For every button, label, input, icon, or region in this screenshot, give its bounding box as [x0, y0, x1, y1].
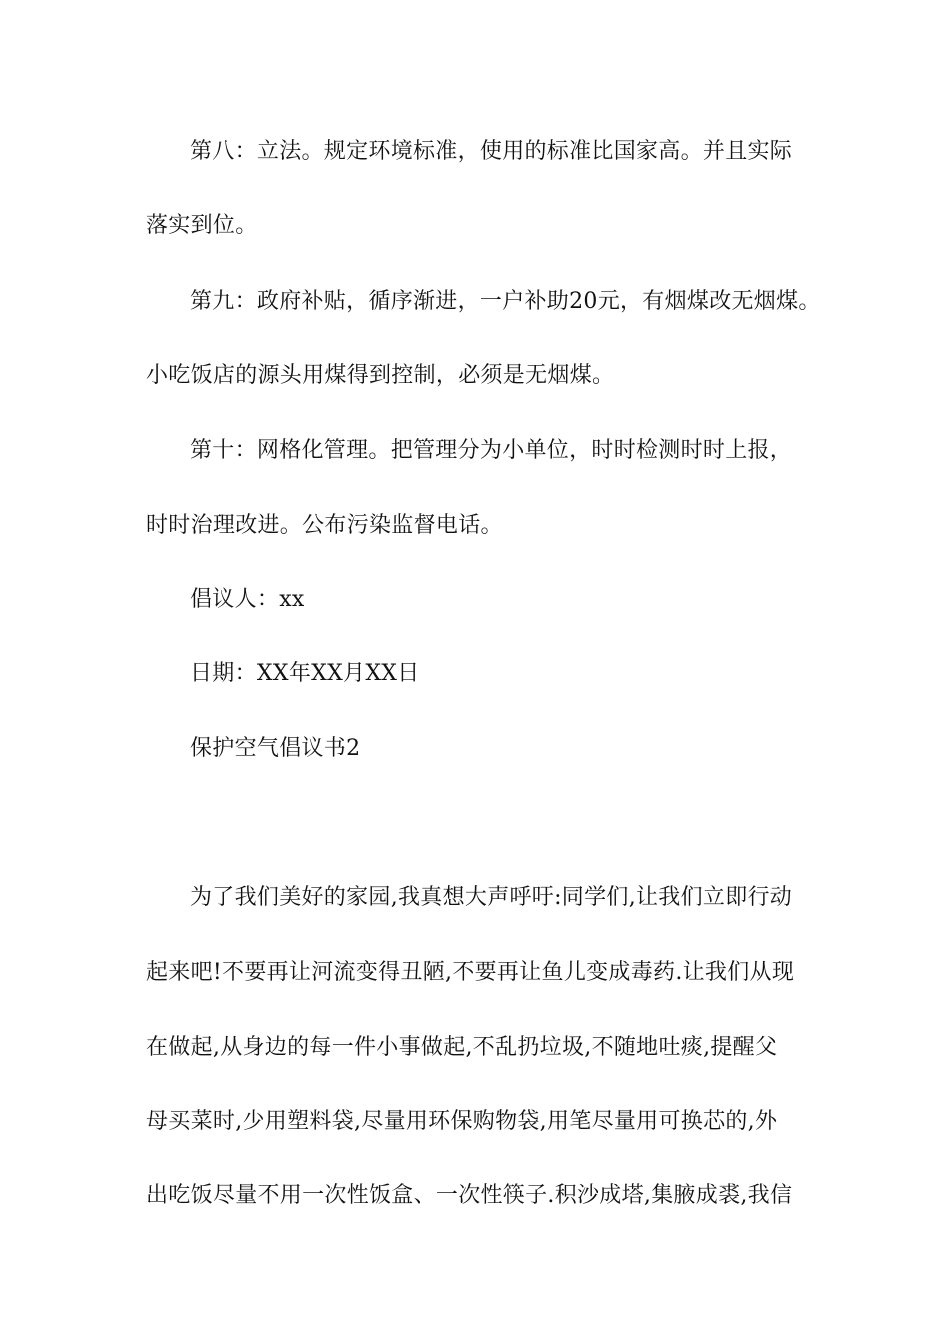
- paragraph-line: 时时治理改进。公布污染监督电话。: [146, 513, 503, 538]
- section-heading: 保护空气倡议书2: [190, 736, 361, 761]
- paragraph-line: 第八：立法。规定环境标准，使用的标准比国家高。并且实际: [190, 139, 793, 164]
- paragraph-line: 落实到位。: [146, 213, 258, 238]
- paragraph-line: 为了我们美好的家园,我真想大声呼吁:同学们,让我们立即行动: [190, 885, 793, 910]
- date-line: 日期：XX年XX月XX日: [190, 661, 420, 686]
- paragraph-line: 小吃饭店的源头用煤得到控制，必须是无烟煤。: [146, 363, 615, 388]
- paragraph-line: 母买菜时,少用塑料袋,尽量用环保购物袋,用笔尽量用可换芯的,外: [146, 1109, 778, 1134]
- paragraph-line: 出吃饭尽量不用一次性饭盒、一次性筷子.积沙成塔,集腋成裘,我信: [146, 1183, 793, 1208]
- paragraph-line: 起来吧!不要再让河流变得丑陋,不要再让鱼儿变成毒药.让我们从现: [146, 960, 795, 985]
- paragraph-line: 在做起,从身边的每一件小事做起,不乱扔垃圾,不随地吐痰,提醒父: [146, 1035, 778, 1060]
- paragraph-line: 第十：网格化管理。把管理分为小单位，时时检测时时上报，: [190, 438, 793, 463]
- paragraph-line: 第九：政府补贴，循序渐进，一户补助20元，有烟煤改无烟煤。: [190, 289, 821, 314]
- signature-line: 倡议人：xx: [190, 587, 305, 612]
